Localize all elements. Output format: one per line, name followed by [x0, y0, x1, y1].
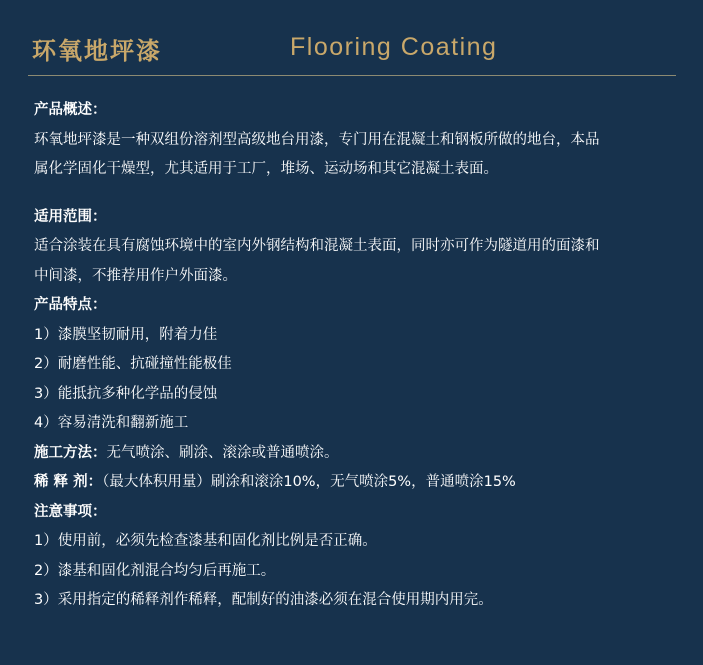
thinner-text: （最大体积用量）刷涂和滚涂10%，无气喷涂5%，普通喷涂15%	[102, 474, 516, 490]
scope-line: 适合涂装在具有腐蚀环境中的室内外钢结构和混凝土表面，同时亦可作为隧道用的面漆和	[34, 238, 600, 254]
overview-heading: 产品概述：	[34, 102, 107, 118]
note-item: 1）使用前，必须先检查漆基和固化剂比例是否正确。	[34, 533, 377, 549]
feature-item: 2）耐磨性能、抗碰撞性能极佳	[34, 356, 232, 372]
scope-line: 中间漆，不推荐用作户外面漆。	[34, 267, 237, 284]
feature-item: 3）能抵抗多种化学品的侵蚀	[34, 385, 218, 402]
title-english: Flooring Coating	[290, 33, 498, 61]
method-heading: 施工方法：	[34, 444, 107, 461]
thinner-row	[34, 468, 684, 498]
method-text: 无气喷涂、刷涂、滚涂或普通喷涂。	[106, 444, 339, 461]
header-divider	[28, 75, 676, 76]
header	[0, 0, 703, 80]
note-item: 3）采用指定的稀释剂作稀释，配制好的油漆必须在混合使用期内用完。	[34, 592, 493, 608]
overview-line: 属化学固化干燥型，尤其适用于工厂，堆场、运动场和其它混凝土表面。	[34, 161, 498, 177]
note-item: 2）漆基和固化剂混合均匀后再施工。	[34, 562, 276, 579]
feature-item: 4）容易清洗和翻新施工	[34, 415, 189, 431]
feature-item: 1）漆膜坚韧耐用，附着力佳	[34, 326, 218, 343]
features-heading: 产品特点：	[34, 297, 107, 313]
spacer	[34, 185, 684, 203]
thinner-heading: 稀 释 剂：	[34, 474, 103, 490]
method-row	[34, 439, 684, 469]
title-chinese: 环氧地坪漆	[32, 37, 162, 65]
overview-line: 环氧地坪漆是一种双组份溶剂型高级地台用漆，专门用在混凝土和钢板所做的地台，本品	[34, 131, 600, 148]
scope-heading: 适用范围：	[34, 208, 107, 225]
content	[34, 96, 684, 616]
notes-heading: 注意事项：	[34, 503, 107, 520]
